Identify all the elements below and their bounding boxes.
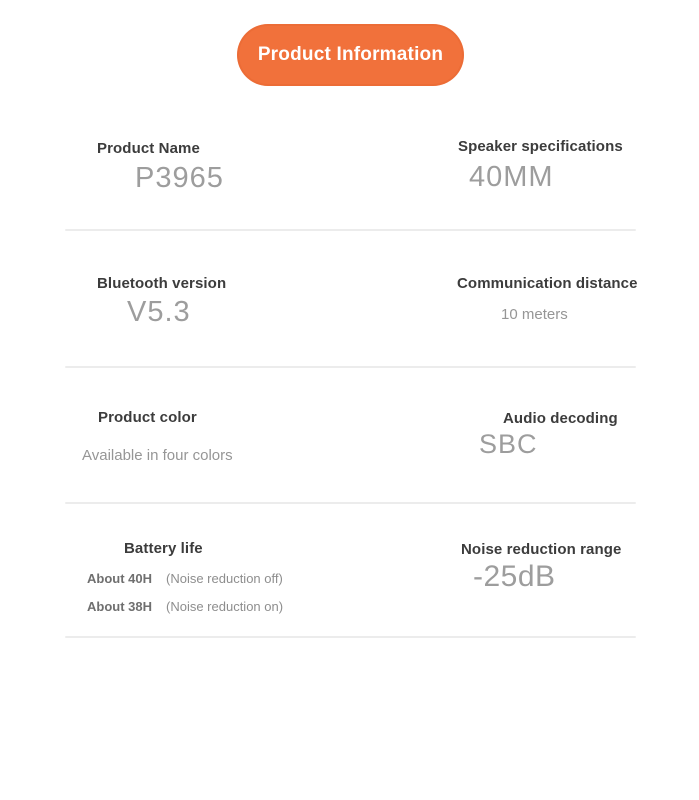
bluetooth-version-value: V5.3 — [127, 296, 191, 328]
product-color-value: Available in four colors — [82, 447, 233, 464]
communication-distance-label: Communication distance — [457, 275, 638, 292]
product-color-label: Product color — [98, 409, 197, 426]
audio-decoding-value: SBC — [479, 429, 538, 459]
bluetooth-version-label: Bluetooth version — [97, 275, 227, 292]
communication-distance-value: 10 meters — [501, 306, 568, 323]
row-divider — [65, 502, 636, 504]
speaker-specifications-value: 40MM — [469, 161, 554, 193]
row-divider — [65, 229, 636, 231]
row-divider — [65, 366, 636, 368]
battery-life-line2-value: About 38H — [87, 599, 152, 614]
audio-decoding-label: Audio decoding — [503, 410, 618, 427]
battery-life-label: Battery life — [124, 540, 203, 557]
product-name-value: P3965 — [135, 162, 224, 194]
product-information-badge-label: Product Information — [257, 44, 444, 65]
battery-life-line1-value: About 40H — [87, 571, 152, 586]
product-information-badge — [237, 24, 464, 86]
noise-reduction-range-value: -25dB — [473, 560, 556, 593]
product-name-label: Product Name — [97, 140, 200, 157]
battery-life-line1-note: (Noise reduction off) — [166, 571, 283, 586]
row-divider — [65, 636, 636, 638]
battery-life-line2-note: (Noise reduction on) — [166, 599, 284, 614]
noise-reduction-range-label: Noise reduction range — [461, 541, 622, 558]
speaker-specifications-label: Speaker specifications — [458, 138, 623, 155]
